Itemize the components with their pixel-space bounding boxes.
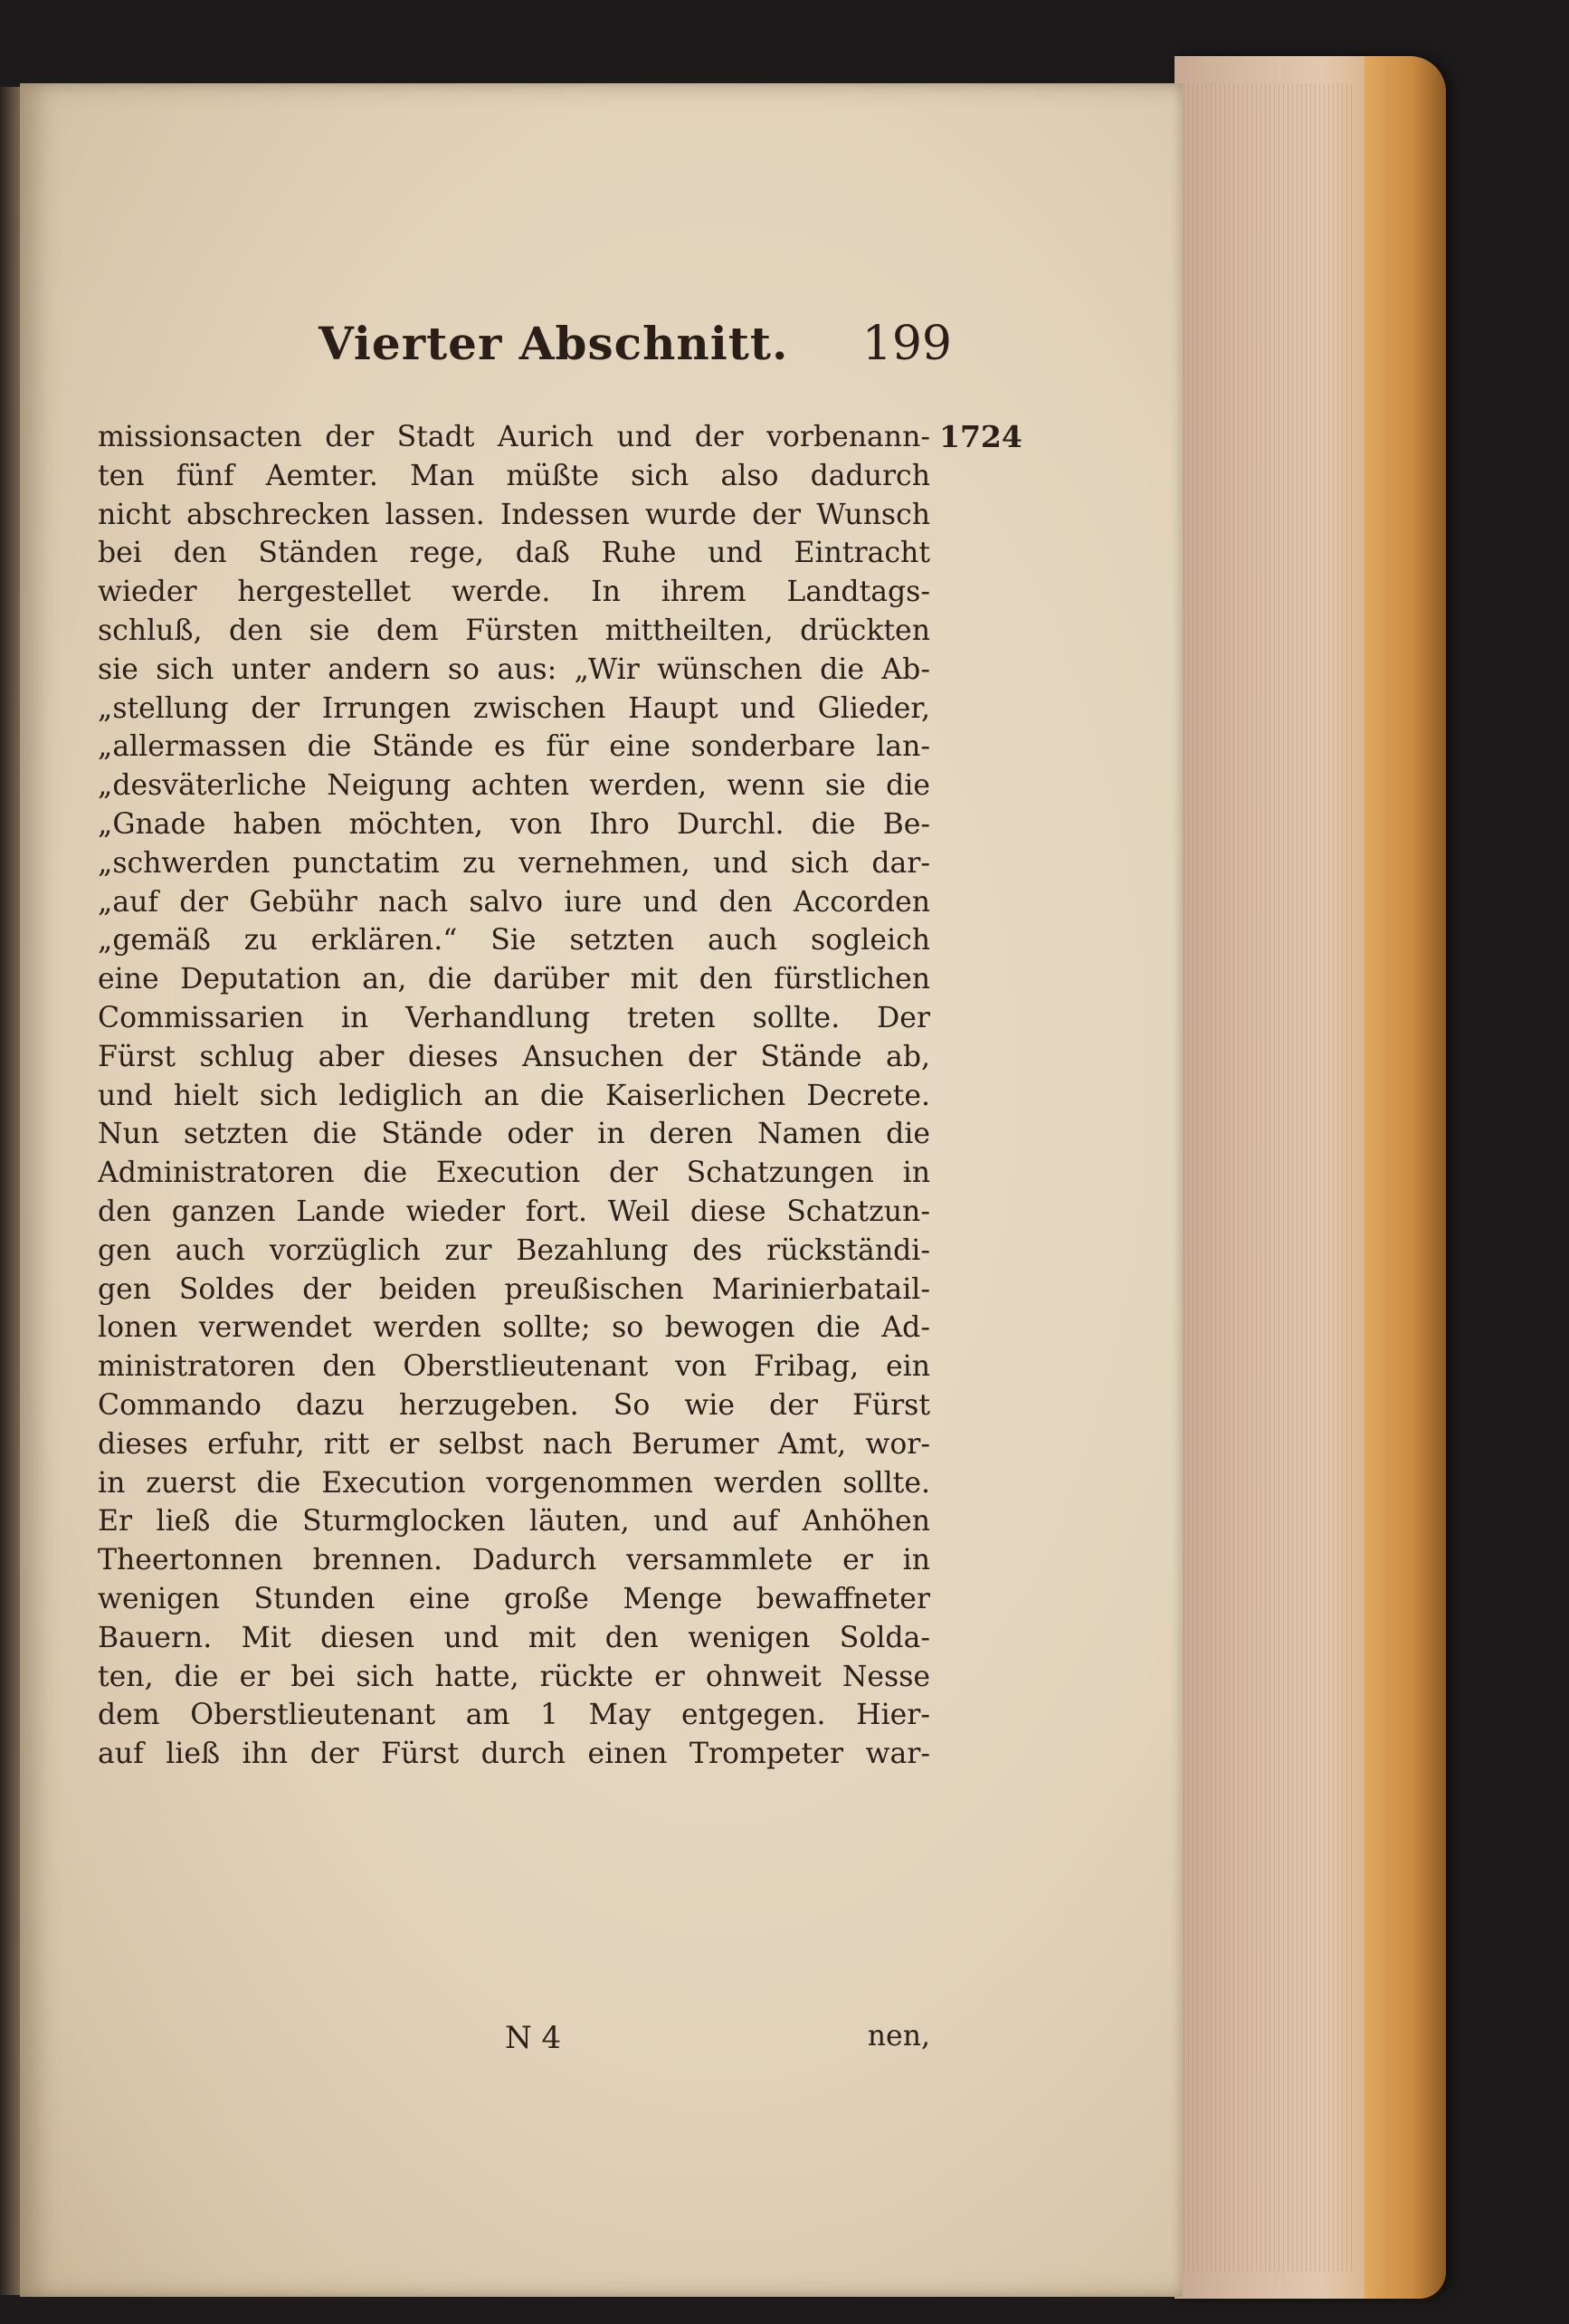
book-page [20,83,1183,2297]
text-line: ministratoren den Oberstlieutenant von Fribag, ein [98,1350,930,1384]
page-number: 199 [861,317,952,371]
text-line: auf ließ ihn der Fürst durch einen Trompeter war- [98,1738,930,1771]
margin-year-note: 1724 [939,419,1022,454]
text-line: „schwerden punctatim zu vernehmen, und sich dar- [98,846,930,880]
text-line: wieder hergestellet werde. In ihrem Landtags- [98,576,930,609]
page-edge-lines [1174,83,1355,2272]
page-footer [98,2020,930,2065]
text-line: schluß, den sie dem Fürsten mittheilten, drückten [98,614,930,647]
book-cover-edge [1365,56,1446,2299]
book-page-edges [1174,56,1446,2299]
text-line: gen auch vorzüglich zur Bezahlung des rückständi- [98,1233,930,1267]
text-line: Er ließ die Sturmglocken läuten, und auf Anhöhen [98,1505,930,1538]
text-line: den ganzen Lande wieder fort. Weil diese Schatzun- [98,1195,930,1228]
text-line: ten, die er bei sich hatte, rückte er ohnweit Nesse [98,1660,930,1693]
text-line: „allermassen die Stände es für eine sonderbare lan- [98,730,930,764]
text-line: ten fünf Aemter. Man müßte sich also dadurch [98,459,930,492]
text-line: Bauern. Mit diesen und mit den wenigen Solda- [98,1621,930,1654]
text-line: Commando dazu herzugeben. So wie der Fürst [98,1388,930,1422]
text-line: „stellung der Irrungen zwischen Haupt und Glieder, [98,691,930,725]
signature-mark: N 4 [505,2020,562,2056]
text-line: „Gnade haben möchten, von Ihro Durchl. die Be- [98,807,930,841]
text-line: in zuerst die Execution vorgenommen werden sollte. [98,1466,930,1500]
text-line: lonen verwendet werden sollte; so bewogen die Ad- [98,1311,930,1345]
text-line: eine Deputation an, die darüber mit den fürstlichen [98,963,930,996]
text-line: Commissarien in Verhandlung treten sollte. Der [98,1001,930,1034]
text-line: Nun setzten die Stände oder in deren Namen die [98,1118,930,1151]
page-header [319,317,952,380]
catchword: nen, [867,2020,930,2053]
text-line: Fürst schlug aber dieses Ansuchen der Stände ab, [98,1040,930,1073]
text-line: „auf der Gebühr nach salvo iure und den Accorden [98,885,930,919]
text-line: wenigen Stunden eine große Menge bewaffneter [98,1582,930,1615]
running-head: Vierter Abschnitt. [319,317,789,370]
text-line: bei den Ständen rege, daß Ruhe und Eintracht [98,537,930,570]
text-line: missionsacten der Stadt Aurich und der vorbenann- [98,421,930,453]
text-line: nicht abschrecken lassen. Indessen wurde der Wunsch [98,498,930,531]
text-line: Theertonnen brennen. Dadurch versammlete er in [98,1544,930,1577]
text-line: „desväterliche Neigung achten werden, wenn sie die [98,769,930,803]
body-text [98,418,930,1774]
text-line: dem Oberstlieutenant am 1 May entgegen. Hier- [98,1699,930,1732]
text-line: Administratoren die Execution der Schatzungen in [98,1157,930,1190]
text-line: „gemäß zu erklären.“ Sie setzten auch sogleich [98,924,930,957]
text-line: sie sich unter andern so aus: „Wir wünschen die Ab- [98,652,930,686]
text-line: dieses erfuhr, ritt er selbst nach Berumer Amt, wor- [98,1427,930,1461]
text-line: gen Soldes der beiden preußischen Marinierbatail- [98,1272,930,1306]
text-line: und hielt sich lediglich an die Kaiserlichen Decrete. [98,1079,930,1112]
